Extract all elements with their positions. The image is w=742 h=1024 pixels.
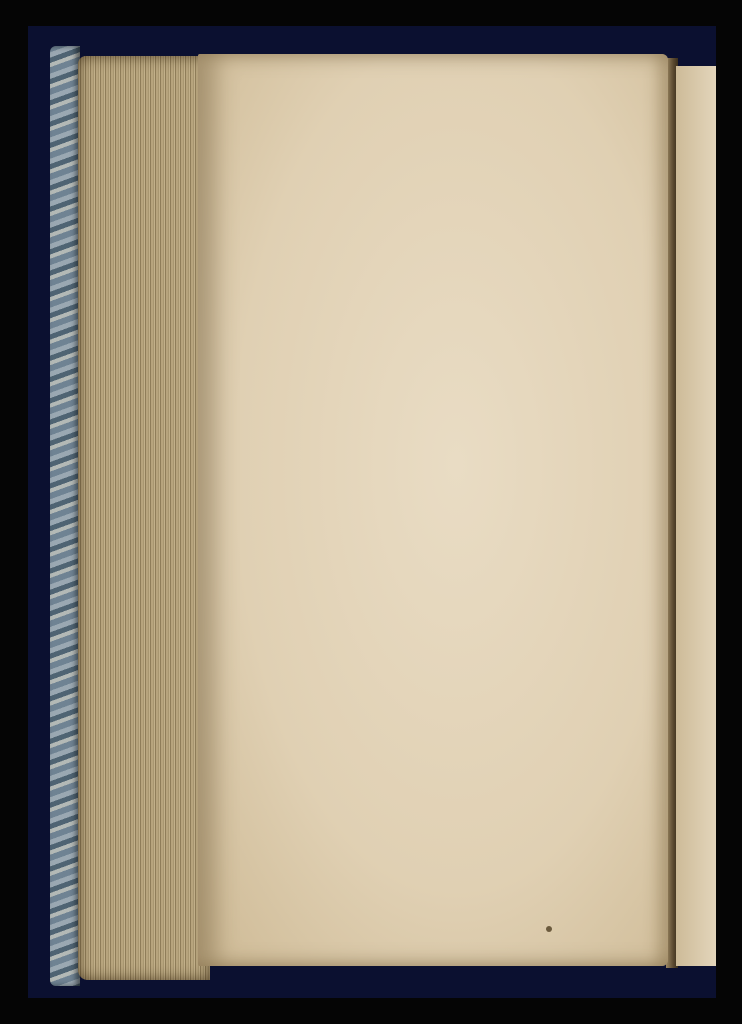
marbled-cover (50, 46, 80, 986)
running-header (308, 108, 688, 130)
facing-page (676, 66, 716, 966)
ink-spot (546, 926, 552, 932)
scan-frame (28, 26, 716, 998)
page-edges (78, 56, 210, 980)
book-page (198, 54, 668, 966)
